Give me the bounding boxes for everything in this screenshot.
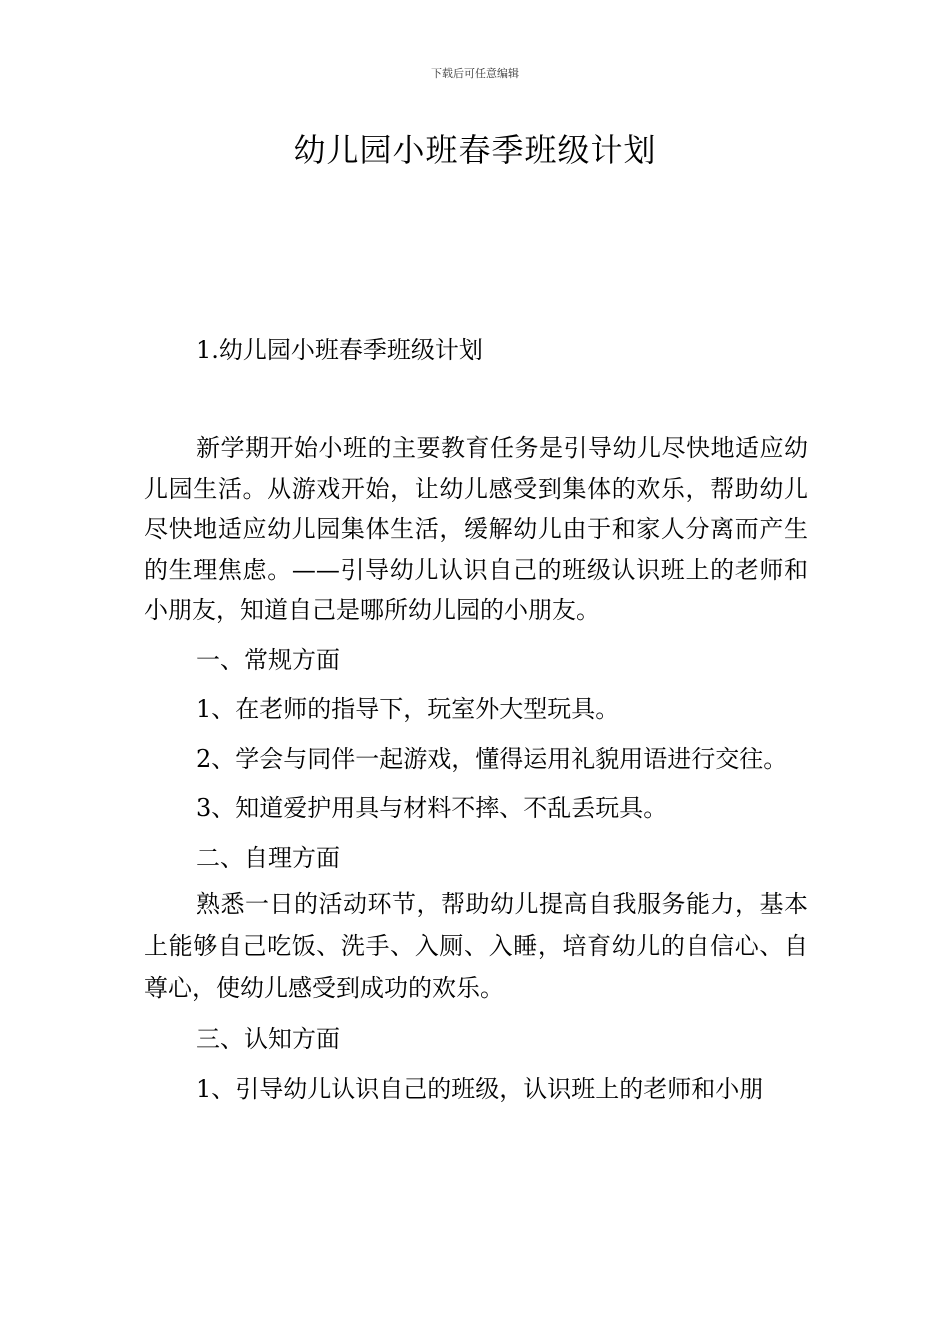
document-body [144,428,808,1114]
routine-item: 1、在老师的指导下，玩室外大型玩具。 [196,695,620,723]
cognition-item: 1、引导幼儿认识自己的班级，认识班上的老师和小朋 [196,1074,764,1103]
section-heading: 1.幼儿园小班春季班级计划 [196,336,483,364]
cognition-heading: 三、认知方面 [196,1025,340,1053]
routine-item: 2、学会与同伴一起游戏，懂得运用礼貌用语进行交往。 [196,744,788,773]
routine-item: 3、知道爱护用具与材料不摔、不乱丢玩具。 [196,794,668,822]
routine-heading: 一、常规方面 [196,645,340,674]
document-title: 幼儿园小班春季班级计划 [293,131,657,169]
self-care-heading: 二、自理方面 [196,843,340,872]
self-care-paragraph: 熟悉一日的活动环节，帮助幼儿提高自我服务能力，基本上能够自己吃饭、洗手、入厕、入睡，培育幼儿的自信心、自尊心，使幼儿感受到成功的欢乐。 [144,890,808,1002]
header-note: 下载后可任意编辑 [431,67,519,80]
intro-paragraph: 新学期开始小班的主要教育任务是引导幼儿尽快地适应幼儿园生活。从游戏开始，让幼儿感受到集体的欢乐，帮助幼儿尽快地适应幼儿园集体生活，缓解幼儿由于和家人分离而产生的生理焦虑。——引导幼儿认识自己的班级认识班上的老师和小朋友，知道自己是哪所幼儿园的小朋友。 [144,434,808,624]
